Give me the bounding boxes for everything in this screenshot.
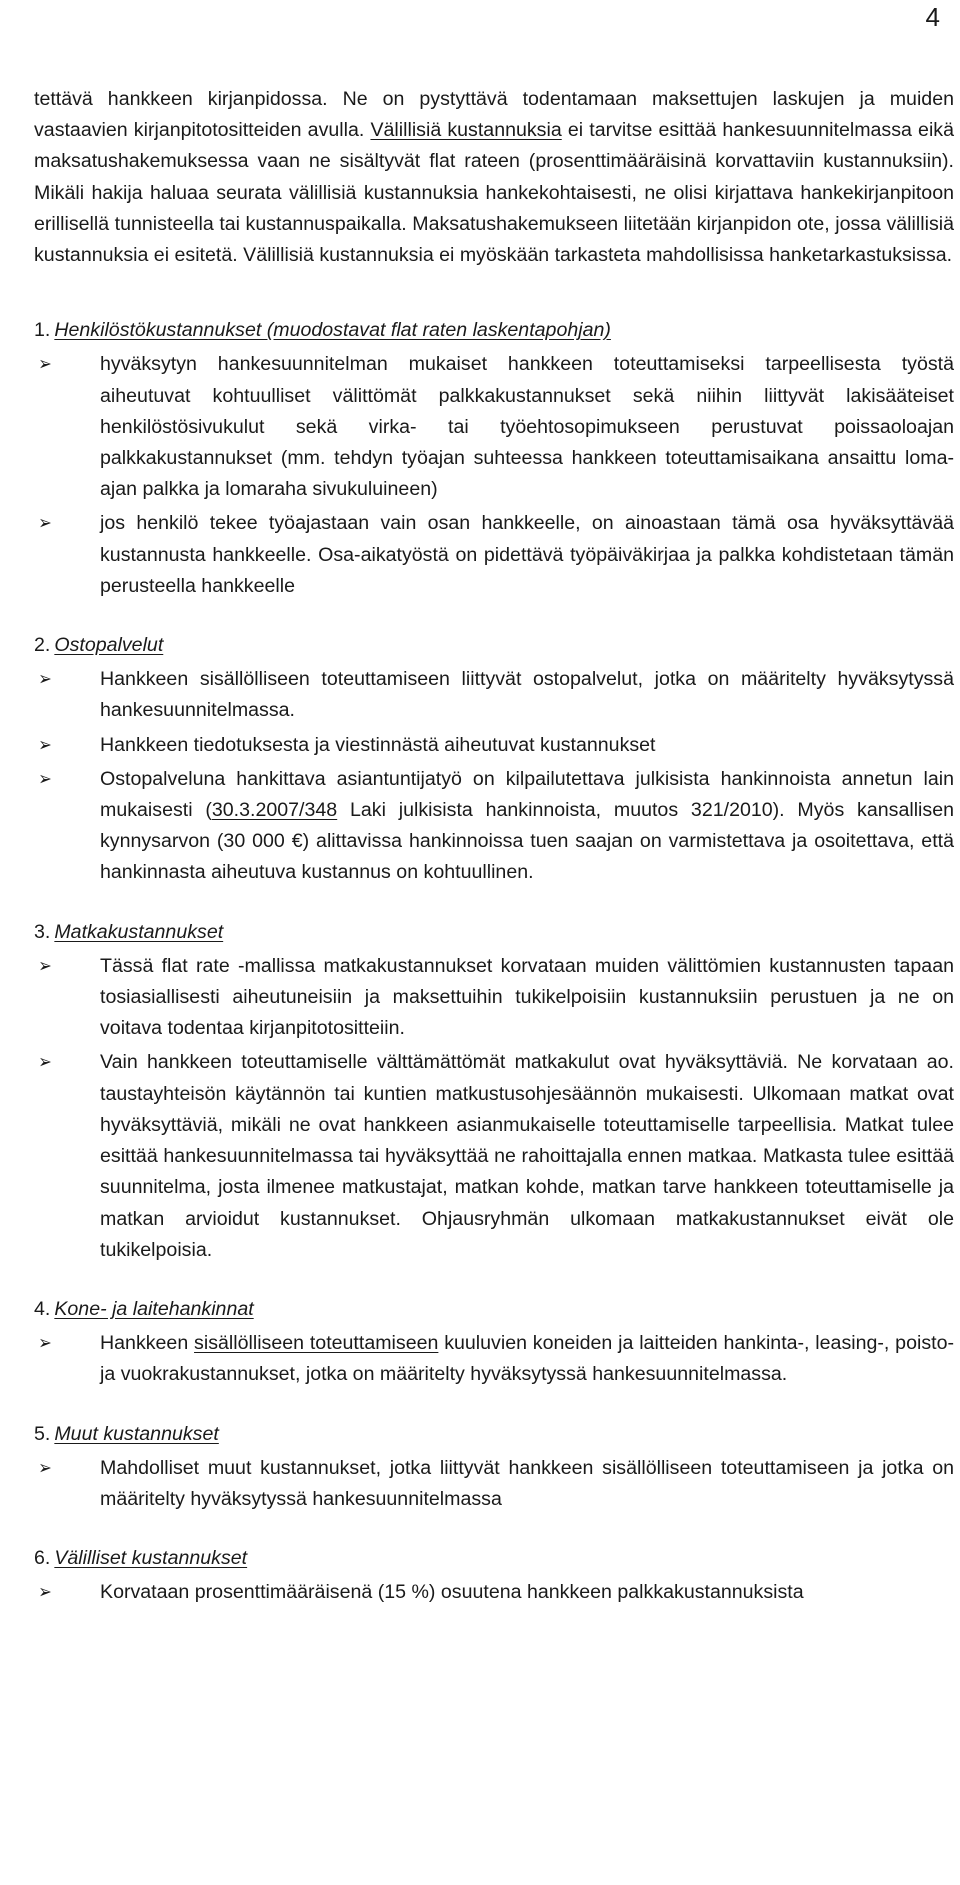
bullet-text: Hankkeen sisällölliseen toteuttamiseen liittyvät ostopalvelut, jotka on määritelty hyväksytyssä hankesuunnitelmassa. (100, 668, 954, 722)
bullet-text-start: Ostopalveluna hankittava asiantuntijatyö on kilpailutettava julkisista hankinnoista annetun lain mukaisesti ( (100, 767, 954, 822)
page-number: 4 (925, 2, 940, 32)
section-title: Matkakustannukset (54, 920, 224, 943)
content-implementation-link[interactable]: sisällölliseen toteuttamiseen (194, 1332, 439, 1355)
document-body (34, 84, 954, 1637)
list-item (34, 508, 954, 602)
section-equipment-purchases (34, 1294, 954, 1391)
section-number: 6. (34, 1547, 51, 1570)
arrow-bullet-icon: ➢ (38, 353, 52, 376)
section-number: 2. (34, 634, 51, 657)
bullet-list (34, 1577, 954, 1608)
section-personnel-costs (34, 315, 954, 602)
arrow-bullet-icon: ➢ (38, 668, 52, 691)
bullet-text: Hankkeen tiedotuksesta ja viestinnästä aiheutuvat kustannukset (100, 733, 656, 756)
bullet-text: Korvataan prosenttimääräisenä (15 %) osuutena hankkeen palkkakustannuksista (100, 1581, 804, 1604)
bullet-list (34, 1453, 954, 1515)
section-heading (34, 1294, 954, 1325)
section-number: 1. (34, 319, 51, 342)
bullet-list (34, 349, 954, 602)
bullet-text-end: Laki julkisista hankinnoista, muutos 321/2010). Myös kansallisen kynnysarvon (30 000 €) alittavissa hankinnoissa tuen saajan on varmistettava ja osoitettava, että hankinnasta aiheutuva kustannus on kohtuullinen. (100, 799, 954, 884)
bullet-text: hyväksytyn hankesuunnitelman mukaiset hankkeen toteuttamiseksi tarpeellisesta työstä aiheutuvat kohtuulliset välittömät palkkakustannukset sekä niihin liittyvät lakisääteiset henkilöstösivukulut sekä virka- tai työehtosopimukseen perustuvat poissaoloajan palkkakustannukset (mm. tehdyn työajan suhteessa hankkeen toteuttamisaikana ansaittu loma-ajan palkka ja lomaraha sivukuluineen) (100, 353, 954, 501)
section-heading (34, 630, 954, 661)
section-indirect-costs (34, 1543, 954, 1608)
arrow-bullet-icon: ➢ (38, 733, 52, 756)
list-item (34, 664, 954, 726)
arrow-bullet-icon: ➢ (38, 512, 52, 535)
arrow-bullet-icon: ➢ (38, 1332, 52, 1355)
list-item (34, 730, 954, 761)
section-purchased-services (34, 630, 954, 889)
arrow-bullet-icon: ➢ (38, 1456, 52, 1479)
list-item (34, 349, 954, 505)
section-number: 5. (34, 1422, 51, 1445)
bullet-text: Tässä flat rate -mallissa matkakustannukset korvataan muiden välittömien kustannusten tapaan tosiasiallisesti aiheutuneisiin ja maksettuihin tukikelpoisiin kustannuksiin perustuen ja ne on voitava todentaa kirjanpitotositteiin. (100, 954, 954, 1040)
intro-text-end: ei tarvitse esittää hankesuunnitelmassa eikä maksatushakemuksessa vaan ne sisältyvät flat rateen (prosenttimääräisinä korvattaviin kustannuksiin). Mikäli hakija haluaa seurata välillisiä kustannuksia hankekohtaisesti, ne olisi kirjattava hankekirjanpitoon erillisellä tunnisteella tai kustannuspaikalla. Maksatushakemukseen liitetään kirjanpidon ote, jossa välillisiä kustannuksia ei esitetä. Välillisiä kustannuksia ei myöskään tarkasteta mahdollisissa hanketarkastuksissa. (34, 119, 954, 267)
section-heading (34, 917, 954, 948)
bullet-text-end: kuuluvien koneiden ja laitteiden hankinta-, leasing-, poisto- ja vuokrakustannukset, jotka on määritelty hyväksytyssä hankesuunnitelmassa. (100, 1332, 954, 1386)
section-number: 4. (34, 1297, 51, 1320)
list-item (34, 1047, 954, 1265)
section-number: 3. (34, 920, 51, 943)
bullet-text: jos henkilö tekee työajastaan vain osan hankkeelle, on ainoastaan tämä osa hyväksyttävää kustannusta hankkeelle. Osa-aikatyöstä on pidettävä työpäiväkirjaa ja palkka kohdistetaan tämän perusteella hankkeelle (100, 512, 954, 597)
bullet-text-start: Hankkeen (100, 1332, 195, 1355)
arrow-bullet-icon: ➢ (38, 1051, 52, 1074)
list-item (34, 1328, 954, 1390)
indirect-costs-link[interactable]: Välillisiä kustannuksia (370, 119, 562, 142)
list-item (34, 1453, 954, 1515)
bullet-list (34, 951, 954, 1266)
section-other-costs (34, 1419, 954, 1516)
section-title: Välilliset kustannukset (54, 1547, 248, 1570)
bullet-text: Mahdolliset muut kustannukset, jotka liittyvät hankkeen sisällölliseen toteuttamiseen ja jotka on määritelty hyväksytyssä hankesuunnitelmassa (100, 1456, 954, 1510)
intro-text-start: tettävä hankkeen kirjanpidossa. Ne on pystyttävä todentamaan maksettujen laskujen ja muiden vastaavien kirjanpitotositteiden avulla. (34, 88, 954, 142)
section-heading (34, 1419, 954, 1450)
list-item (34, 951, 954, 1045)
list-item (34, 764, 954, 889)
section-title: Kone- ja laitehankinnat (54, 1297, 254, 1320)
intro-paragraph (34, 84, 954, 271)
bullet-list (34, 664, 954, 888)
law-reference-link[interactable]: 30.3.2007/348 (211, 799, 338, 822)
arrow-bullet-icon: ➢ (38, 767, 52, 790)
list-item (34, 1577, 954, 1608)
arrow-bullet-icon: ➢ (38, 954, 52, 977)
section-title: Muut kustannukset (54, 1422, 219, 1445)
bullet-text: Vain hankkeen toteuttamiselle välttämättömät matkakulut ovat hyväksyttäviä. Ne korvataan ao. taustayhteisön käytännön tai kuntien matkustusohjesäännön mukaisesti. Ulkomaan matkat ovat hyväksyttäviä, mikäli ne ovat hankkeen asianmukaiselle toteuttamiselle tarpeellisia. Matkat tulee esittää hankesuunnitelmassa tai hyväksyttää ne rahoittajalla ennen matkaa. Matkasta tulee esittää suunnitelma, josta ilmenee matkustajat, matkan kohde, matkan tarve hankkeen toteuttamiselle ja matkan arvioidut kustannukset. Ohjausryhmän ulkomaan matkakustannukset eivät ole tukikelpoisia. (100, 1051, 954, 1261)
section-title: Henkilöstökustannukset (muodostavat flat raten laskentapohjan) (54, 319, 611, 342)
section-travel-costs (34, 917, 954, 1266)
arrow-bullet-icon: ➢ (38, 1581, 52, 1604)
section-heading (34, 315, 954, 346)
bullet-list (34, 1328, 954, 1390)
section-heading (34, 1543, 954, 1574)
section-title: Ostopalvelut (54, 634, 164, 657)
